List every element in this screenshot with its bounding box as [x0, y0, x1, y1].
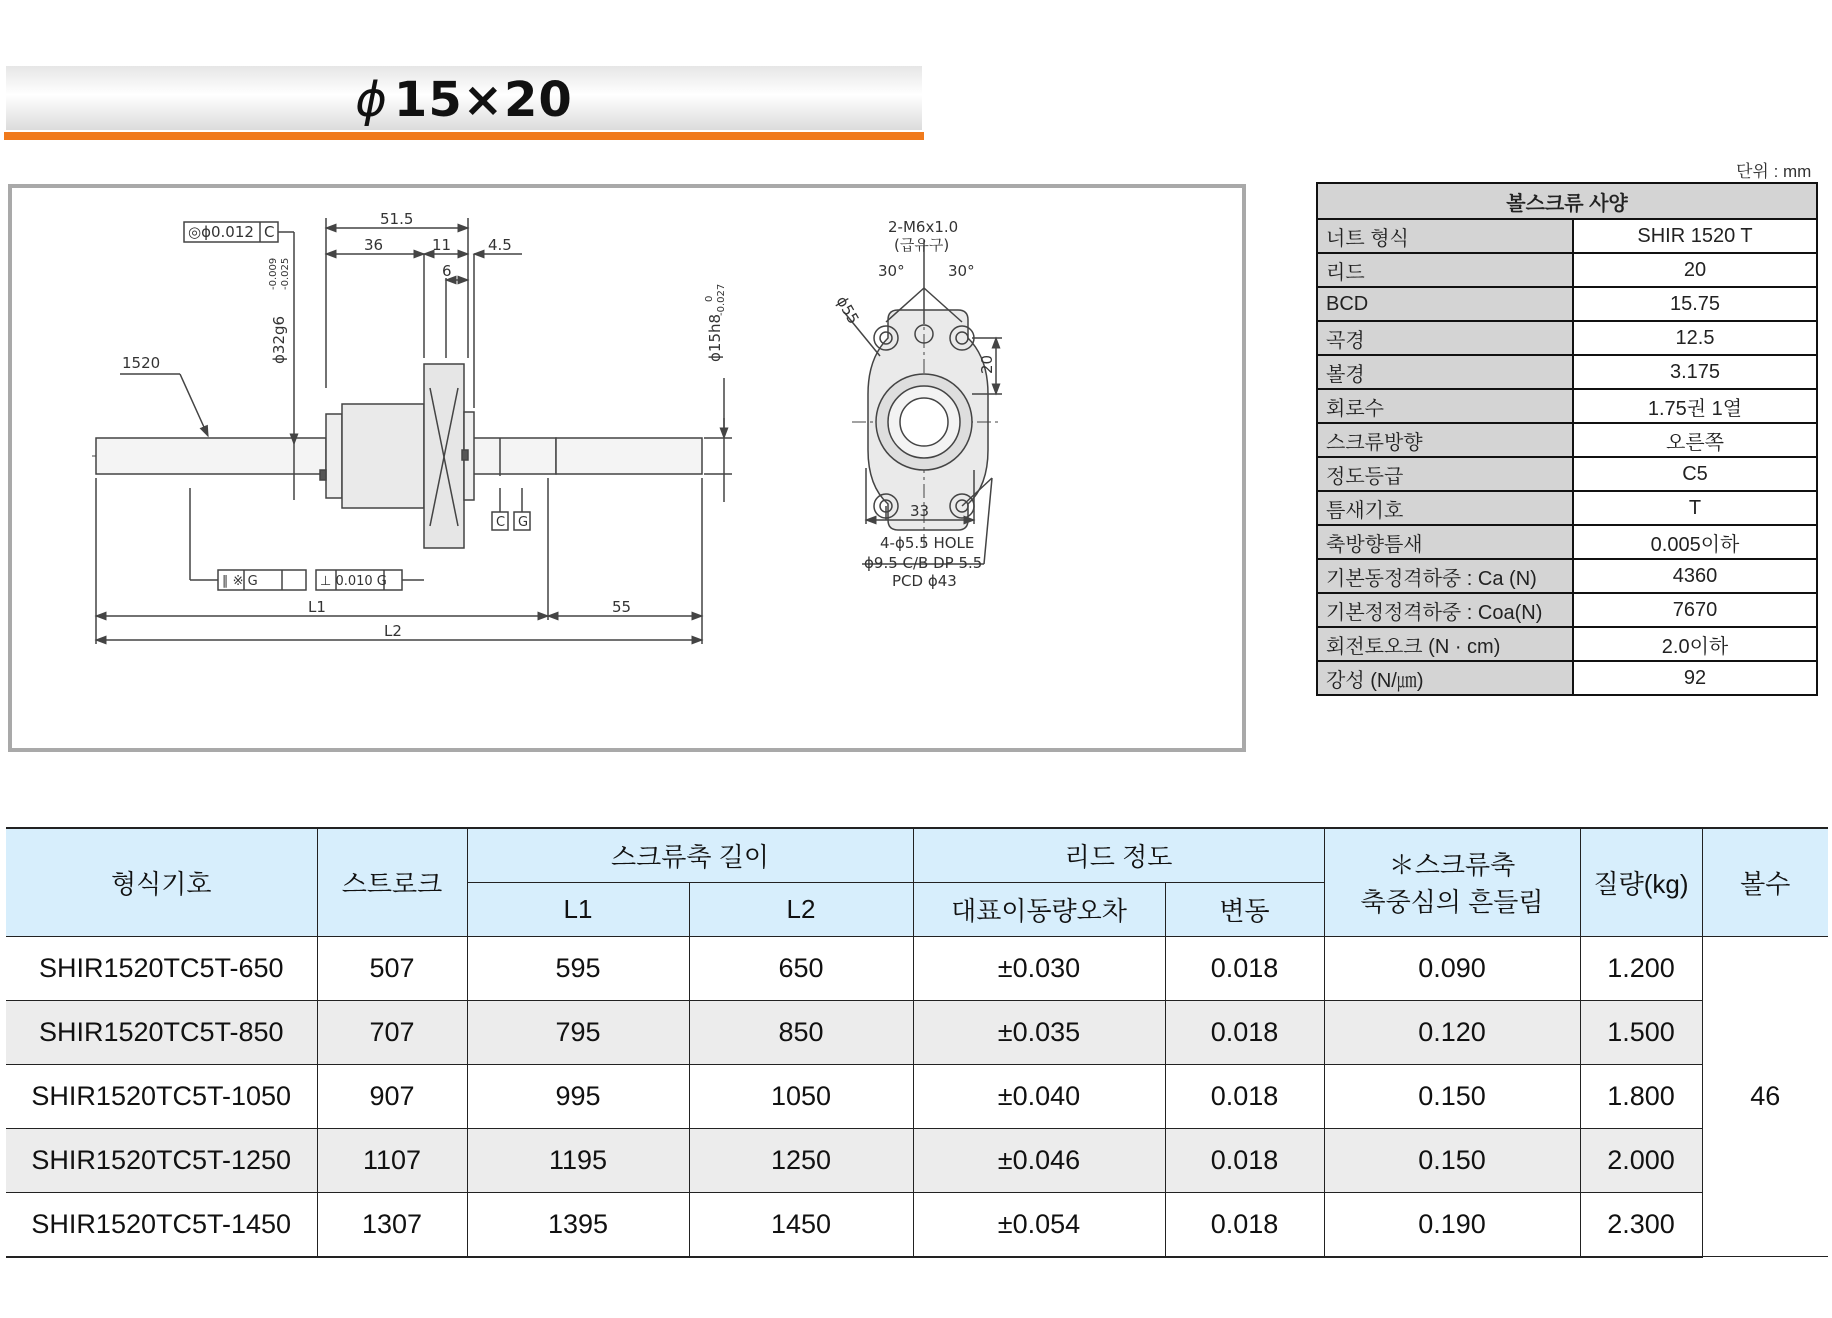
header-model: 형식기호: [6, 828, 317, 936]
cell-mass: 2.000: [1580, 1128, 1702, 1192]
spec-row: [1317, 525, 1817, 559]
cell-mass: 1.800: [1580, 1064, 1702, 1128]
cell-l1: 595: [467, 936, 689, 1000]
spec-row: [1317, 355, 1817, 389]
spec-label: 너트 형식: [1317, 219, 1573, 253]
spec-row: [1317, 457, 1817, 491]
cell-l1: 995: [467, 1064, 689, 1128]
cell-l2: 650: [689, 936, 913, 1000]
cell-runout: 0.150: [1324, 1128, 1580, 1192]
spec-label: 기본정정격하중 : Coa(N): [1317, 593, 1573, 627]
cell-stroke: 1107: [317, 1128, 467, 1192]
spec-row: [1317, 219, 1817, 253]
spec-value: 12.5: [1573, 321, 1817, 355]
cell-stroke: 507: [317, 936, 467, 1000]
page-title: [6, 72, 922, 128]
drawing-svg: [12, 188, 1242, 748]
spec-label: 회로수: [1317, 389, 1573, 423]
spec-value: 0.005이하: [1573, 525, 1817, 559]
table-row: [6, 1192, 1828, 1257]
spec-row: [1317, 627, 1817, 661]
l2-label: L2: [384, 622, 402, 640]
dim-55: 55: [612, 598, 632, 616]
header-runout-line2: 축중심의 흔들림: [1360, 887, 1544, 918]
spec-label: 볼경: [1317, 355, 1573, 389]
spec-label: 스크류방향: [1317, 423, 1573, 457]
hole-spec-3: PCD ϕ43: [892, 572, 957, 590]
header-runout: [1324, 828, 1580, 936]
spec-value: 2.0이하: [1573, 627, 1817, 661]
dim-36: 36: [364, 236, 384, 254]
cell-variation: 0.018: [1165, 1128, 1324, 1192]
cell-stroke: 907: [317, 1064, 467, 1128]
cell-runout: 0.150: [1324, 1064, 1580, 1128]
spec-value: 15.75: [1573, 287, 1817, 321]
title-banner: [6, 66, 922, 130]
datum-c-label: C: [264, 223, 275, 241]
cell-rep-error: ±0.040: [913, 1064, 1165, 1128]
tap-label: 2-M6x1.0: [888, 218, 959, 236]
hole-spec-2: ϕ9.5 C/B DP 5.5: [864, 554, 983, 572]
datum-c-marker: C: [496, 515, 506, 530]
spec-value: SHIR 1520 T: [1573, 219, 1817, 253]
cell-l1: 1395: [467, 1192, 689, 1257]
spec-row: [1317, 253, 1817, 287]
cell-runout: 0.090: [1324, 936, 1580, 1000]
cell-model: SHIR1520TC5T-650: [6, 936, 317, 1000]
cell-mass: 2.300: [1580, 1192, 1702, 1257]
perpendicular-tolerance: ⊥ 0.010 G: [320, 574, 387, 589]
cell-l2: 1450: [689, 1192, 913, 1257]
cell-variation: 0.018: [1165, 1064, 1324, 1128]
cell-runout: 0.120: [1324, 1000, 1580, 1064]
spec-value: 92: [1573, 661, 1817, 695]
header-bolts: 볼수: [1702, 828, 1828, 936]
datum-g-marker: G: [518, 515, 529, 530]
cell-variation: 0.018: [1165, 1192, 1324, 1257]
cell-rep-error: ±0.054: [913, 1192, 1165, 1257]
spec-label: 틈새기호: [1317, 491, 1573, 525]
dim-6: 6: [442, 262, 452, 280]
dim-51-5: 51.5: [380, 210, 414, 228]
dim-11: 11: [432, 236, 452, 254]
header-shaft-length: 스크류축 길이: [467, 828, 913, 882]
l1-label: L1: [308, 598, 326, 616]
cell-stroke: 1307: [317, 1192, 467, 1257]
runout-tolerance: ◎ϕ0.012: [188, 223, 254, 241]
header-variation: 변동: [1165, 882, 1324, 936]
ballscrew-spec-table: [1316, 182, 1818, 696]
unit-label: 단위 : mm: [1736, 162, 1812, 181]
dia-15-label: ϕ15h8: [706, 313, 724, 362]
dia-32-label: ϕ32g6: [270, 315, 288, 364]
header-mass: 질량(kg): [1580, 828, 1702, 936]
dim-4-5: 4.5: [488, 236, 512, 254]
dia-15-tol-upper: 0: [704, 295, 715, 302]
parallel-tolerance: ∥ ※ G: [222, 574, 258, 589]
table-row: [6, 1064, 1828, 1128]
table-row: [6, 1128, 1828, 1192]
spec-label: 강성 (N/㎛): [1317, 661, 1573, 695]
dia-32-tol-lower: -0.025: [280, 257, 291, 290]
spec-row: [1317, 423, 1817, 457]
cell-rep-error: ±0.030: [913, 936, 1165, 1000]
header-lead-accuracy: 리드 정도: [913, 828, 1324, 882]
spec-label: 기본동정격하중 : Ca (N): [1317, 559, 1573, 593]
cell-variation: 0.018: [1165, 1000, 1324, 1064]
spec-value: 4360: [1573, 559, 1817, 593]
dia-32-tol-upper: -0.009: [268, 257, 279, 290]
cell-l2: 1050: [689, 1064, 913, 1128]
cell-mass: 1.500: [1580, 1000, 1702, 1064]
header-stroke: 스트로크: [317, 828, 467, 936]
cell-model: SHIR1520TC5T-850: [6, 1000, 317, 1064]
cell-variation: 0.018: [1165, 936, 1324, 1000]
spec-label: 회전토오크 (N · cm): [1317, 627, 1573, 661]
spec-row: [1317, 491, 1817, 525]
technical-drawing: [8, 184, 1246, 752]
cell-l1: 795: [467, 1000, 689, 1064]
dim-33: 33: [910, 502, 930, 520]
spec-value: 7670: [1573, 593, 1817, 627]
title-underline: [4, 132, 924, 140]
table-row: [6, 1000, 1828, 1064]
cell-l2: 1250: [689, 1128, 913, 1192]
header-runout-line1: ＊스크류축: [1388, 850, 1516, 881]
hole-spec-1: 4-ϕ5.5 HOLE: [880, 534, 975, 552]
dia-55-label: ϕ55: [832, 293, 863, 328]
dim-20: 20: [978, 354, 996, 374]
title-size: 15×20: [393, 72, 573, 128]
spec-label: 정도등급: [1317, 457, 1573, 491]
spec-row: [1317, 559, 1817, 593]
spec-row: [1317, 321, 1817, 355]
spec-value: 오른쪽: [1573, 423, 1817, 457]
angle-left-label: 30°: [878, 262, 905, 280]
spec-value: C5: [1573, 457, 1817, 491]
angle-right-label: 30°: [948, 262, 975, 280]
cell-bolts: 46: [1702, 936, 1828, 1257]
side-view: [92, 218, 732, 644]
cell-rep-error: ±0.046: [913, 1128, 1165, 1192]
spec-value: T: [1573, 491, 1817, 525]
cell-model: SHIR1520TC5T-1250: [6, 1128, 317, 1192]
spec-label: BCD: [1317, 287, 1573, 321]
cell-runout: 0.190: [1324, 1192, 1580, 1257]
cell-model: SHIR1520TC5T-1050: [6, 1064, 317, 1128]
table-row: [6, 936, 1828, 1000]
spec-label: 곡경: [1317, 321, 1573, 355]
spec-label: 축방향틈새: [1317, 525, 1573, 559]
spec-row: [1317, 287, 1817, 321]
header-rep-error: 대표이동량오차: [913, 882, 1165, 936]
dia-15-tol-lower: -0.027: [716, 283, 727, 316]
cell-l2: 850: [689, 1000, 913, 1064]
cell-l1: 1195: [467, 1128, 689, 1192]
shaft-label: 1520: [122, 354, 161, 372]
spec-value: 3.175: [1573, 355, 1817, 389]
spec-row: [1317, 389, 1817, 423]
cell-rep-error: ±0.035: [913, 1000, 1165, 1064]
cell-model: SHIR1520TC5T-1450: [6, 1192, 317, 1257]
model-table: [6, 827, 1828, 1258]
cell-stroke: 707: [317, 1000, 467, 1064]
phi-symbol: ϕ: [355, 72, 388, 128]
spec-row: [1317, 661, 1817, 695]
spec-table-header: 볼스크류 사양: [1317, 183, 1817, 219]
spec-row: [1317, 593, 1817, 627]
header-l1: L1: [467, 882, 689, 936]
oil-port-label: (급유구): [894, 236, 950, 254]
cell-mass: 1.200: [1580, 936, 1702, 1000]
spec-value: 20: [1573, 253, 1817, 287]
spec-value: 1.75권 1열: [1573, 389, 1817, 423]
header-l2: L2: [689, 882, 913, 936]
spec-label: 리드: [1317, 253, 1573, 287]
